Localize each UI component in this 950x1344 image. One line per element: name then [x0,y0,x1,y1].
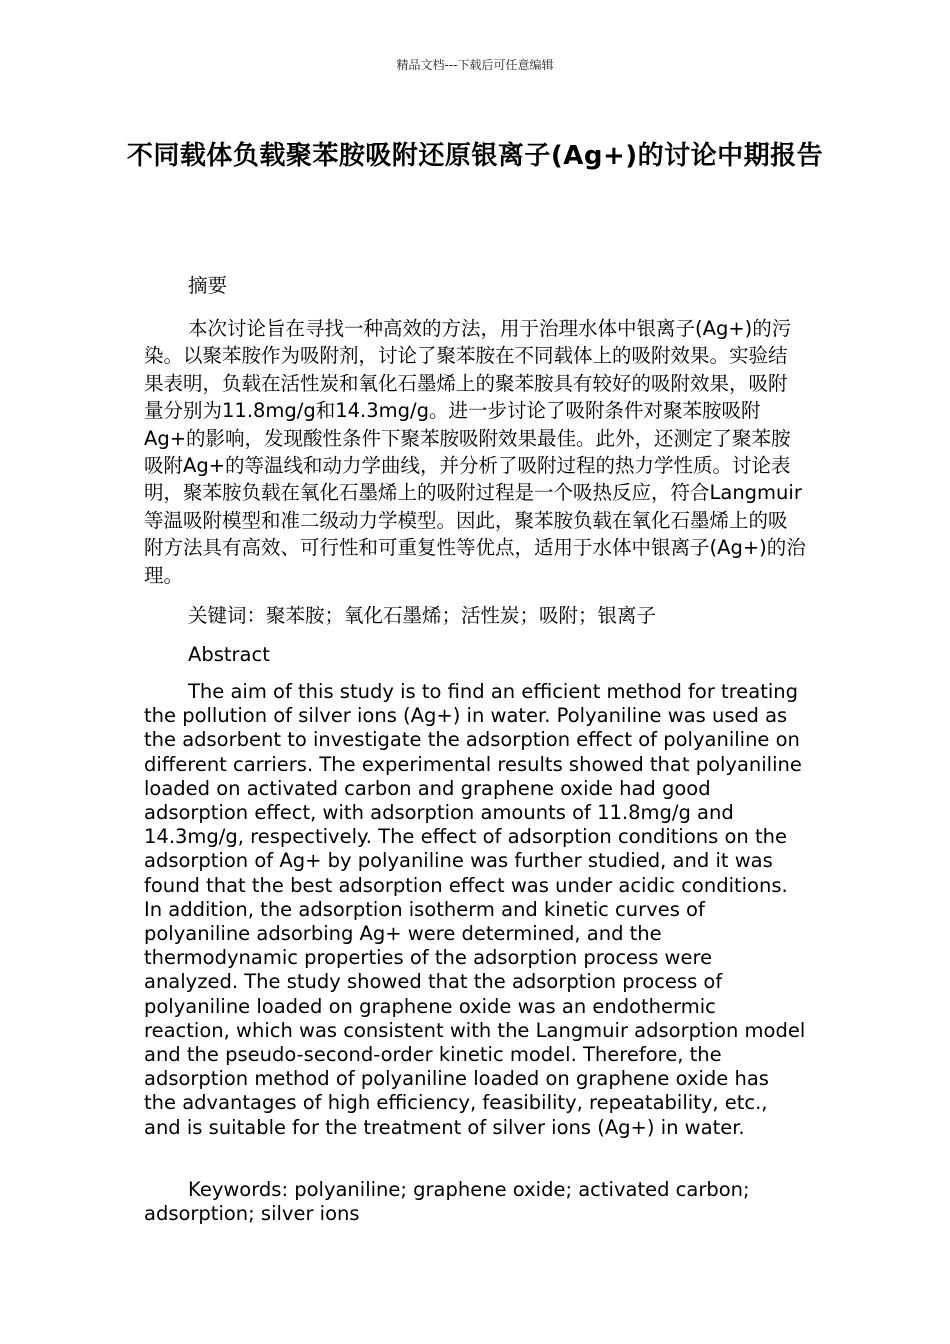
abstract-cn-paragraph: 本次讨论旨在寻找一种高效的方法，用于治理水体中银离子(Ag+)的污染。以聚苯胺作为吸附剂，讨论了聚苯胺在不同载体上的吸附效果。实验结果表明，负载在活性炭和氧化石墨烯上的聚苯胺具有较好的吸附效果，吸附量分别为11.8mg/g和14.3mg/g。进一步讨论了吸附条件对聚苯胺吸附Ag+的影响，发现酸性条件下聚苯胺吸附效果最佳。此外，还测定了聚苯胺吸附Ag+的等温线和动力学曲线，并分析了吸附过程的热力学性质。讨论表明，聚苯胺负载在氧化石墨烯上的吸附过程是一个吸热反应，符合Langmuir等温吸附模型和准二级动力学模型。因此，聚苯胺负载在氧化石墨烯上的吸附方法具有高效、可行性和可重复性等优点，适用于水体中银离子(Ag+)的治理。 [144,317,806,587]
keywords-en-block [144,1178,806,1226]
document-title: 不同载体负载聚苯胺吸附还原银离子(Ag+)的讨论中期报告 [126,141,824,171]
abstract-en-heading-block [144,641,806,668]
keywords-cn-block [144,602,806,629]
abstract-en-paragraph: The aim of this study is to find an efficient method for treating the pollution of silver ions (Ag+) in water. Polyaniline was used as the adsorbent to investigate the adsorption effect of polyaniline on different carriers. The experimental results showed that polyaniline loaded on activated carbon and graphene oxide had good adsorption effect, with adsorption amounts of 11.8mg/g and 14.3mg/g, respectively. The effect of adsorption conditions on the adsorption of Ag+ by polyaniline was further studied, and it was found that the best adsorption effect was under acidic conditions. In addition, the adsorption isotherm and kinetic curves of polyaniline adsorbing Ag+ were determined, and the thermodynamic properties of the adsorption process were analyzed. The study showed that the adsorption process of polyaniline loaded on graphene oxide was an endothermic reaction, which was consistent with the Langmuir adsorption model and the pseudo-second-order kinetic model. Therefore, the adsorption method of polyaniline loaded on graphene oxide has the advantages of high efficiency, feasibility, repeatability, etc., and is suitable for the treatment of silver ions (Ag+) in water. [144,680,806,1139]
abstract-cn-body-block [144,315,806,589]
header-note: 精品文档---下载后可任意编辑 [396,58,554,72]
keywords-cn: 关键词：聚苯胺；氧化石墨烯；活性炭；吸附；银离子 [188,604,657,627]
keywords-en: Keywords: polyaniline; graphene oxide; activated carbon; adsorption; silver ions [144,1178,750,1226]
abstract-en-body-block [144,680,806,1140]
abstract-cn-section [144,272,806,299]
abstract-heading-en: Abstract [188,643,270,666]
abstract-heading-cn: 摘要 [188,274,228,297]
